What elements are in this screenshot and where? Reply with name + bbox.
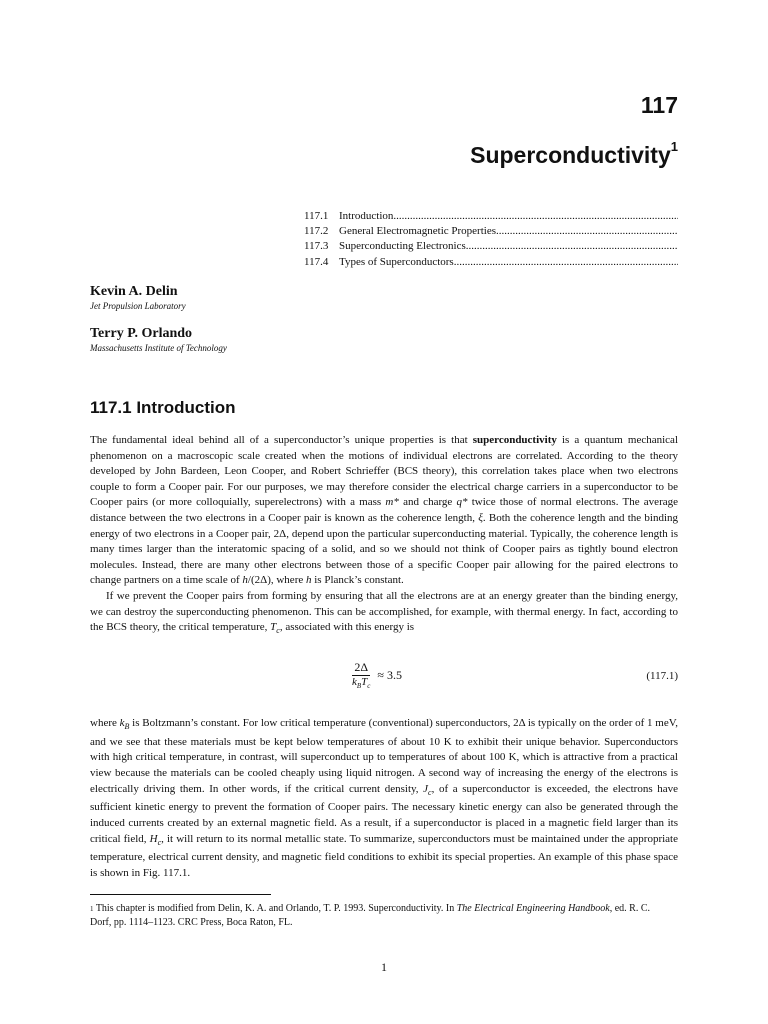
paragraph: If we prevent the Cooper pairs from forming by ensuring that all the electrons are at an energy greater than the binding energy, we can destroy the superconducting phenomenon. This can be accomplished, for example, with thermal energy. In fact, according to the BCS theory, the critical temperature, $T_c$, associated with this energy is (90, 589, 678, 636)
body-text-block-2 (90, 716, 678, 882)
equation-denominator: $k_BT_c$ (352, 676, 371, 691)
toc-entry-title: General Electromagnetic Properties (339, 225, 496, 238)
author-affiliation: Jet Propulsion Laboratory (90, 301, 186, 311)
chapter-title (470, 139, 678, 169)
toc-entry[interactable] (304, 255, 678, 270)
toc-entry-number: 117.1 (304, 210, 329, 222)
toc-entry-number: 117.4 (304, 255, 329, 268)
toc-entry-title: Introduction (339, 210, 394, 222)
chapter-title-text: Superconductivity (470, 142, 671, 168)
author-block (90, 283, 186, 312)
footnote-divider (90, 894, 271, 895)
toc-leader-dots (393, 209, 678, 224)
footnote-marker: 1 (90, 905, 94, 913)
toc-entry-number: 117.3 (304, 240, 329, 253)
toc-entry[interactable] (304, 209, 678, 224)
equation-numerator: 2Δ (352, 660, 370, 676)
equation-fraction (352, 660, 370, 690)
toc-leader-dots (466, 239, 678, 254)
paragraph: The fundamental ideal behind all of a superconductor’s unique properties is that superconductivity is a quantum mechanical phenomenon on a macroscopic scale created when the motions of individual electrons are correlated. According to the theory developed by John Bardeen, Leon Cooper, and Robert Schrieffer (BCS theory), this correlation takes place when two electrons couple to form a Cooper pair. For our purposes, we may therefore consider the electrical charge carriers in a superconductor to be Cooper pairs (or more colloquially, superelectrons) with a mass m* and charge q* twice those of normal electrons. The average distance between the two electrons in a Cooper pair is known as the coherence length, ξ. Both the coherence length and the binding energy of two electrons in a Cooper pair, 2Δ, depend upon the particular superconducting material. Typically, the coherence length is many times larger than the interatomic spacing of a solid, and so we should not think of Cooper pairs as tightly bound electron molecules. Instead, there are many other electrons between those of a specific Cooper pair allowing for the paired electrons to change partners on a time scale of h/(2Δ), where h is Planck’s constant. (90, 434, 678, 587)
author-name: Kevin A. Delin (90, 284, 178, 299)
book-title: The Electrical Engineering Handbook (456, 903, 610, 914)
equation-rhs: ≈ 3.5 (377, 667, 402, 682)
author-affiliation: Massachusetts Institute of Technology (90, 343, 227, 353)
chapter-number: 117 (640, 92, 678, 118)
body-text-block-1 (90, 433, 678, 639)
toc-entry-title: Types of Superconductors (339, 255, 454, 268)
bold-term: superconductivity (472, 434, 557, 446)
author-block (90, 325, 227, 354)
paragraph: where $k_B$ is Boltzmann’s constant. For low critical temperature (conventional) superconductors, 2Δ is typically on the order of 1 meV, and we see that these materials must be kept below temperatures of about 10 K to exhibit their unique behavior. Superconductors with high critical temperature, in contrast, will superconduct up to temperatures of about 100 K, which is attractive from a practical view because the materials can be cooled cheaply using liquid nitrogen. A second way of increasing the energy of the electrons is electrically driving them. In other words, if the critical current density, $J_c$, of a superconductor is exceeded, the electrons have sufficient kinetic energy to prevent the formation of Cooper pairs. The necessary kinetic energy can also be generated through the induced currents created by an external magnetic field. As a result, if a superconductor is placed in a magnetic field larger than its critical field, $H_c$, it will return to its normal metallic state. To summarize, superconductors must be maintained under the appropriate temperature, electrical current density, and magnetic field conditions to exhibit its special properties. An example of this phase space is shown in Fig. 117.1. (90, 717, 679, 879)
toc-entry-title: Superconducting Electronics (339, 240, 466, 253)
footnote: $^1$ This chapter is modified from Delin, K. A. and Orlando, T. P. 1993. Superconductivity. In The Electrical Engineering Handbook, ed. R. C. Dorf, pp. 1114–1123. CRC Press, Boca Raton, FL. (90, 903, 651, 928)
author-name: Terry P. Orlando (90, 326, 193, 341)
equation-117-1 (352, 660, 402, 690)
table-of-contents (304, 209, 678, 270)
toc-leader-dots (496, 224, 678, 239)
equation-number: (117.1) (646, 670, 678, 682)
chapter-title-footnote-marker: 1 (670, 139, 678, 154)
toc-entry[interactable] (304, 239, 678, 254)
toc-entry-number: 117.2 (304, 225, 329, 238)
page-number: 1 (381, 960, 387, 974)
section-heading: 117.1 Introduction (90, 398, 236, 417)
toc-entry[interactable] (304, 224, 678, 239)
toc-leader-dots (454, 255, 678, 270)
